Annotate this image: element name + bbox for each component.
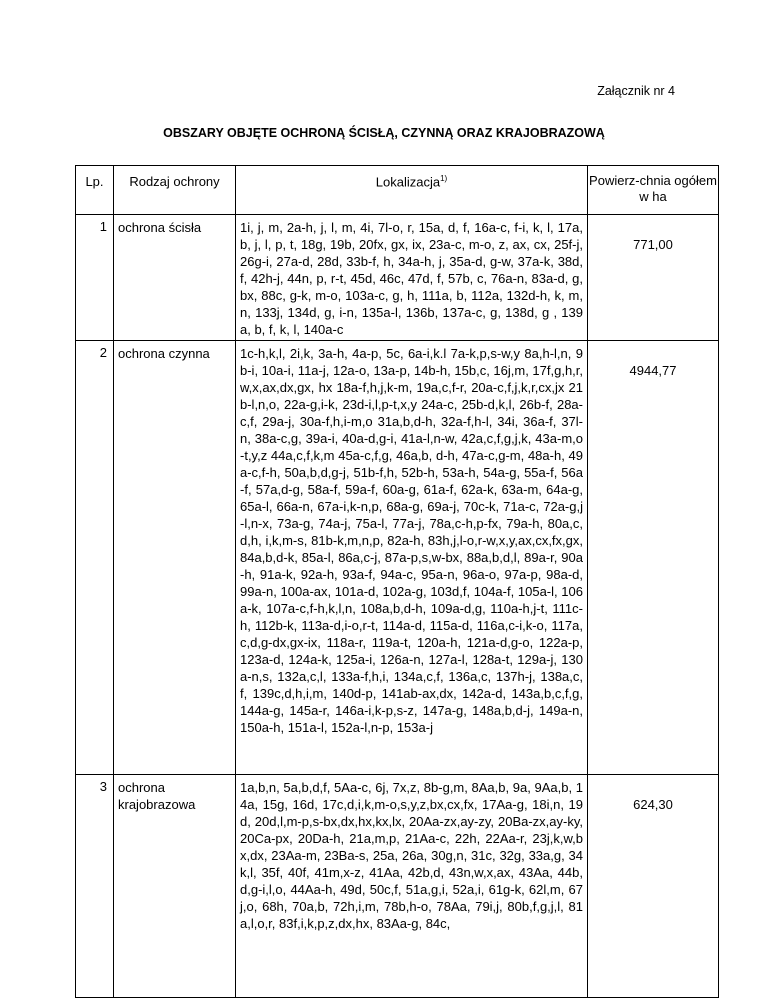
table-header-row [76, 166, 719, 215]
row-area: 4944,77 [588, 341, 719, 775]
header-area: Powierz-chnia ogółem w ha [588, 166, 719, 215]
header-type: Rodzaj ochrony [114, 166, 236, 215]
table-row [76, 775, 719, 998]
row-area: 624,30 [588, 775, 719, 998]
header-lp: Lp. [76, 166, 114, 215]
row-lp: 3 [76, 775, 114, 998]
row-type: ochrona czynna [114, 341, 236, 775]
row-location: 1c-h,k,l, 2i,k, 3a-h, 4a-p, 5c, 6a-i,k.l 7a-k,p,s-w,y 8a,h-l,n, 9b-i, 10a-i, 11a-j, 12a-o, 13a-p, 14b-h, 15b,c, 16j,m, 17f,g,h,r,w,x,ax,dx,gx, hx 18a-f,h,j,k-m, 19a,c,f-r, 20a-c,f,j,k,r,cx,jx 21b-l,n,o, 22a-g,i-k, 23d-i,l,p-t,x,y 24a-c, 25b-d,k,l, 26b-f, 28a-c,f, 29a-j, 30a-f,h,i-m,o 31a,b,d-h, 32a-f,h-l, 34i, 36a-f, 37l-n, 38a-c,g, 39a-i, 40a-d,g-i, 41a-l,n-w, 42a,c,f,g,j,k, 43a-m,o-t,y,z 44a,c,f,k,m 45a-c,f,g, 46a,b, d-h, 47a-c,g-m, 48a-h, 49a-c,f-h, 50a,b,d,g-j, 51b-f,h, 52b-h, 53a-h, 54a-g, 55a-f, 56a-f, 57a,d-g, 58a-f, 59a-f, 60a-g, 61a-f, 62a-k, 63a-m, 64a-g, 65a-l, 66a-n, 67a-i,k-n,p, 68a-g, 69a-j, 70c-k, 71a-c, 72a-g,j-l,n-x, 73a-g, 74a-j, 75a-l, 77a-j, 78a,c-h,p-fx, 79a-h, 80a,c,d,h, i,k,m-s, 81b-k,m,n,p, 82a-h, 83h,j,l-o,r-w,x,y,ax,cx,fx,gx, 84a,b,d-k, 85a-l, 86a,c-j, 87a-p,s,w-bx, 88a,b,d,l, 89a-r, 90a-h, 91a-k, 92a-h, 93a-f, 94a-c, 95a-n, 96a-o, 97a-p, 98a-d, 99a-n, 100a-ax, 101a-d, 102a-g, 103d,f, 104a-f, 105a-l, 106a-k, 107a-c,f-h,k,l,n, 108a,b,d-h, 109a-d,g, 110a-h,j-t, 111c-h, 112b-k, 113a-d,i-o,r-t, 114a-d, 115a-d, 116a,c-i,k-o, 117a,c,d,g-dx,gx-ix, 118a-r, 119a-t, 120a-h, 121a-d,g-o, 122a-p, 123a-d, 124a-k, 125a-i, 126a-n, 127a-l, 128a-t, 129a-j, 130a-n,s, 132a,c,l, 133a-f,h,i, 134a,c,f, 136a,c, 137h-j, 138a,c,f, 139c,d,h,i,m, 140d-p, 141ab-ax,dx, 142a-d, 143a,b,c,f,g, 144a-g, 145a-r, 146a-i,k-p,s-z, 147a-g, 148a,b,d-j, 149a-n, 150a-h, 151a-l, 152a-l,n-p, 153a-j [236, 341, 588, 775]
row-location: 1a,b,n, 5a,b,d,f, 5Aa-c, 6j, 7x,z, 8b-g,m, 8Aa,b, 9a, 9Aa,b, 14a, 15g, 16d, 17c,d,i,k,m-o,s,y,z,bx,cx,fx, 17Aa-g, 18i,n, 19d, 20d,l,m-p,s-bx,dx,hx,kx,lx, 20Aa-zx,ay-zy, 20Ba-zx,ay-ky, 20Ca-px, 20Da-h, 21a,m,p, 21Aa-c, 22h, 22Aa-r, 23j,k,w,bx,dx, 23Aa-m, 23Ba-s, 25a, 26a, 30g,n, 31c, 32g, 33a,g, 34k,l, 35f, 40f, 41m,x-z, 41Aa, 42b,d, 43n,w,x,ax, 43Aa, 44b,d,g-i,l,o, 44Aa-h, 49d, 50c,f, 51a,g,i, 52a,i, 61g-k, 62l,m, 67j,o, 68h, 70a,b, 72h,i,m, 78b,h-o, 78Aa, 79i,j, 80b,f,g,j,l, 81a,l,o,r, 83f,i,k,p,z,dx,hx, 83Aa-g, 84c, [236, 775, 588, 998]
protection-areas-table [75, 165, 719, 998]
row-type: ochrona ścisła [114, 215, 236, 341]
row-lp: 1 [76, 215, 114, 341]
row-lp: 2 [76, 341, 114, 775]
header-location-text: Lokalizacja [375, 174, 441, 190]
row-location: 1i, j, m, 2a-h, j, l, m, 4i, 7l-o, r, 15a, d, f, 16a-c, f-i, k, l, 17a, b, j, l, p, t, 18g, 19b, 20fx, gx, ix, 23a-c, m-o, z, ax, cx, 25f-j, 26g-i, 27a-d, 28d, 33b-f, h, 34a-h, j, 35a-d, g-w, 37a-k, 38d, f, 42h-j, 44n, p, r-t, 45d, 46c, 47d, f, 57b, c, 76a-n, 83a-d, g, bx, 88c, g-k, m-o, 103a-c, g, h, 111a, b, 112a, 132d-h, k, m, n, 133j, 134d, g, i-n, 135a-l, 136b, 137a-c, g, 138d, g , 139a, b, f, k, l, 140a-c [236, 215, 588, 341]
table-row [76, 341, 719, 775]
footnote-marker: 1) [440, 174, 448, 183]
attachment-label: Załącznik nr 4 [597, 84, 675, 98]
row-area: 771,00 [588, 215, 719, 341]
header-location [236, 166, 588, 215]
document-title: OBSZARY OBJĘTE OCHRONĄ ŚCISŁĄ, CZYNNĄ ORAZ KRAJOBRAZOWĄ [163, 126, 605, 140]
table-row [76, 215, 719, 341]
row-type: ochrona krajobrazowa [114, 775, 236, 998]
